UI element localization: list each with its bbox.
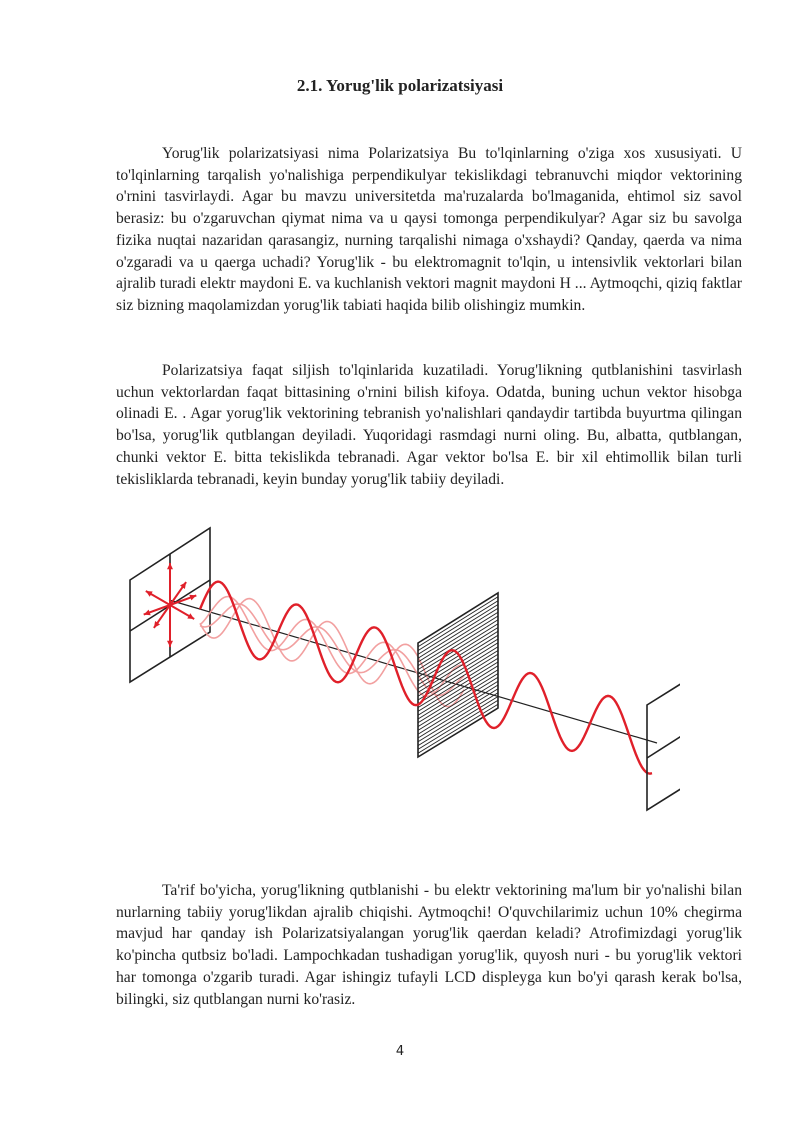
paragraph-polarization: Polarizatsiya faqat siljish to'lqinlarida kuzatiladi. Yorug'likning qutblanishini tasvirlash uchun vektorlardan faqat bittasining o'rnini bilish kifoya. Odatda, buning uchun vektor hisobga olinadi E. . Agar yorug'lik vektorining tebranish yo'nalishlari qandaydir tartibda buyurtma qilingan bo'lsa, yorug'lik qutblangan deyiladi. Yuqoridagi rasmdagi nurni oling. Bu, albatta, qutblangan, chunki vektor E. bitta tekislikda tebranadi. Agar vektor bo'lsa E. bir xil ehtimollik bilan turli tekisliklarda tebranadi, keyin bunday yorug'lik tabiiy deyiladi. — [116, 362, 742, 488]
e-vector-arrow-2-head — [167, 641, 173, 647]
section-title: Yorug'lik polarizatsiyasi — [326, 76, 504, 95]
paragraph-intro: Yorug'lik polarizatsiyasi nima Polarizatsiya Bu to'lqinlarning o'ziga xos xususiyati. U to'lqinlarning tarqalish yo'nalishiga perpendikulyar tekislikdagi tebranuvchi miqdor vektorining o'rnini tasvirlaydi. Agar bu mavzu universitetda ma'ruzalarda bo'lmaganida, ehtimol siz savol berasiz: bu o'zgaruvchan qiymat nima va u qaysi tomonga perpendikulyar? Agar siz bu savolga fizika nuqtai nazaridan qarasangiz, nurning tarqalishi nimaga o'xshaydi? Qanday, qaerda va nima o'zgaradi va u qaerga uchadi? Yorug'lik - bu elektromagnit to'lqin, u intensivlik vektorlari bilan ajralib turadi elektr maydoni E. va kuchlanish vektori magnit maydoni H ... Aytmoqchi, qiziq faktlar siz bizning maqolamizdan yorug'lik tabiati haqida bilib olishingiz mumkin. — [116, 145, 742, 314]
electric-vector-arrows — [144, 563, 197, 647]
paragraph-definition: Ta'rif bo'yicha, yorug'likning qutblanishi - bu elektr vektorining ma'lum bir yo'nalishi bilan nurlarning tabiiy yorug'likdan ajralib chiqishi. Aytmoqchi! O'quvchilarimiz uchun 10% chegirma mavjud har qanday ish Polarizatsiyalangan yorug'lik qaerdan keladi? Atrofimizdagi yorug'lik ko'pincha qutbsiz bo'ladi. Lampochkadan tushadigan yorug'lik, quyosh nuri - bu yorug'lik vektori har tomonga o'zgarib turadi. Agar ishingiz tufayli LCD displeyga kun bo'yi qarash kerak bo'lsa, bilingki, siz qutblangan nurni ko'rasiz. — [116, 882, 742, 1008]
e-vector-arrow-1-head — [167, 563, 173, 569]
polarizer-filter — [418, 593, 498, 757]
section-heading — [0, 76, 800, 96]
unpolarized-wave-2 — [200, 604, 464, 696]
propagation-axis — [169, 600, 657, 743]
unpolarized-wave-1 — [200, 599, 464, 707]
page-number: 4 — [395, 1044, 405, 1059]
section-number: 2.1. — [296, 76, 323, 95]
polarized-light-frame — [647, 655, 680, 810]
polarizer-slit — [418, 597, 498, 647]
unpolarized-waves — [200, 597, 464, 707]
polarization-diagram — [120, 525, 680, 870]
